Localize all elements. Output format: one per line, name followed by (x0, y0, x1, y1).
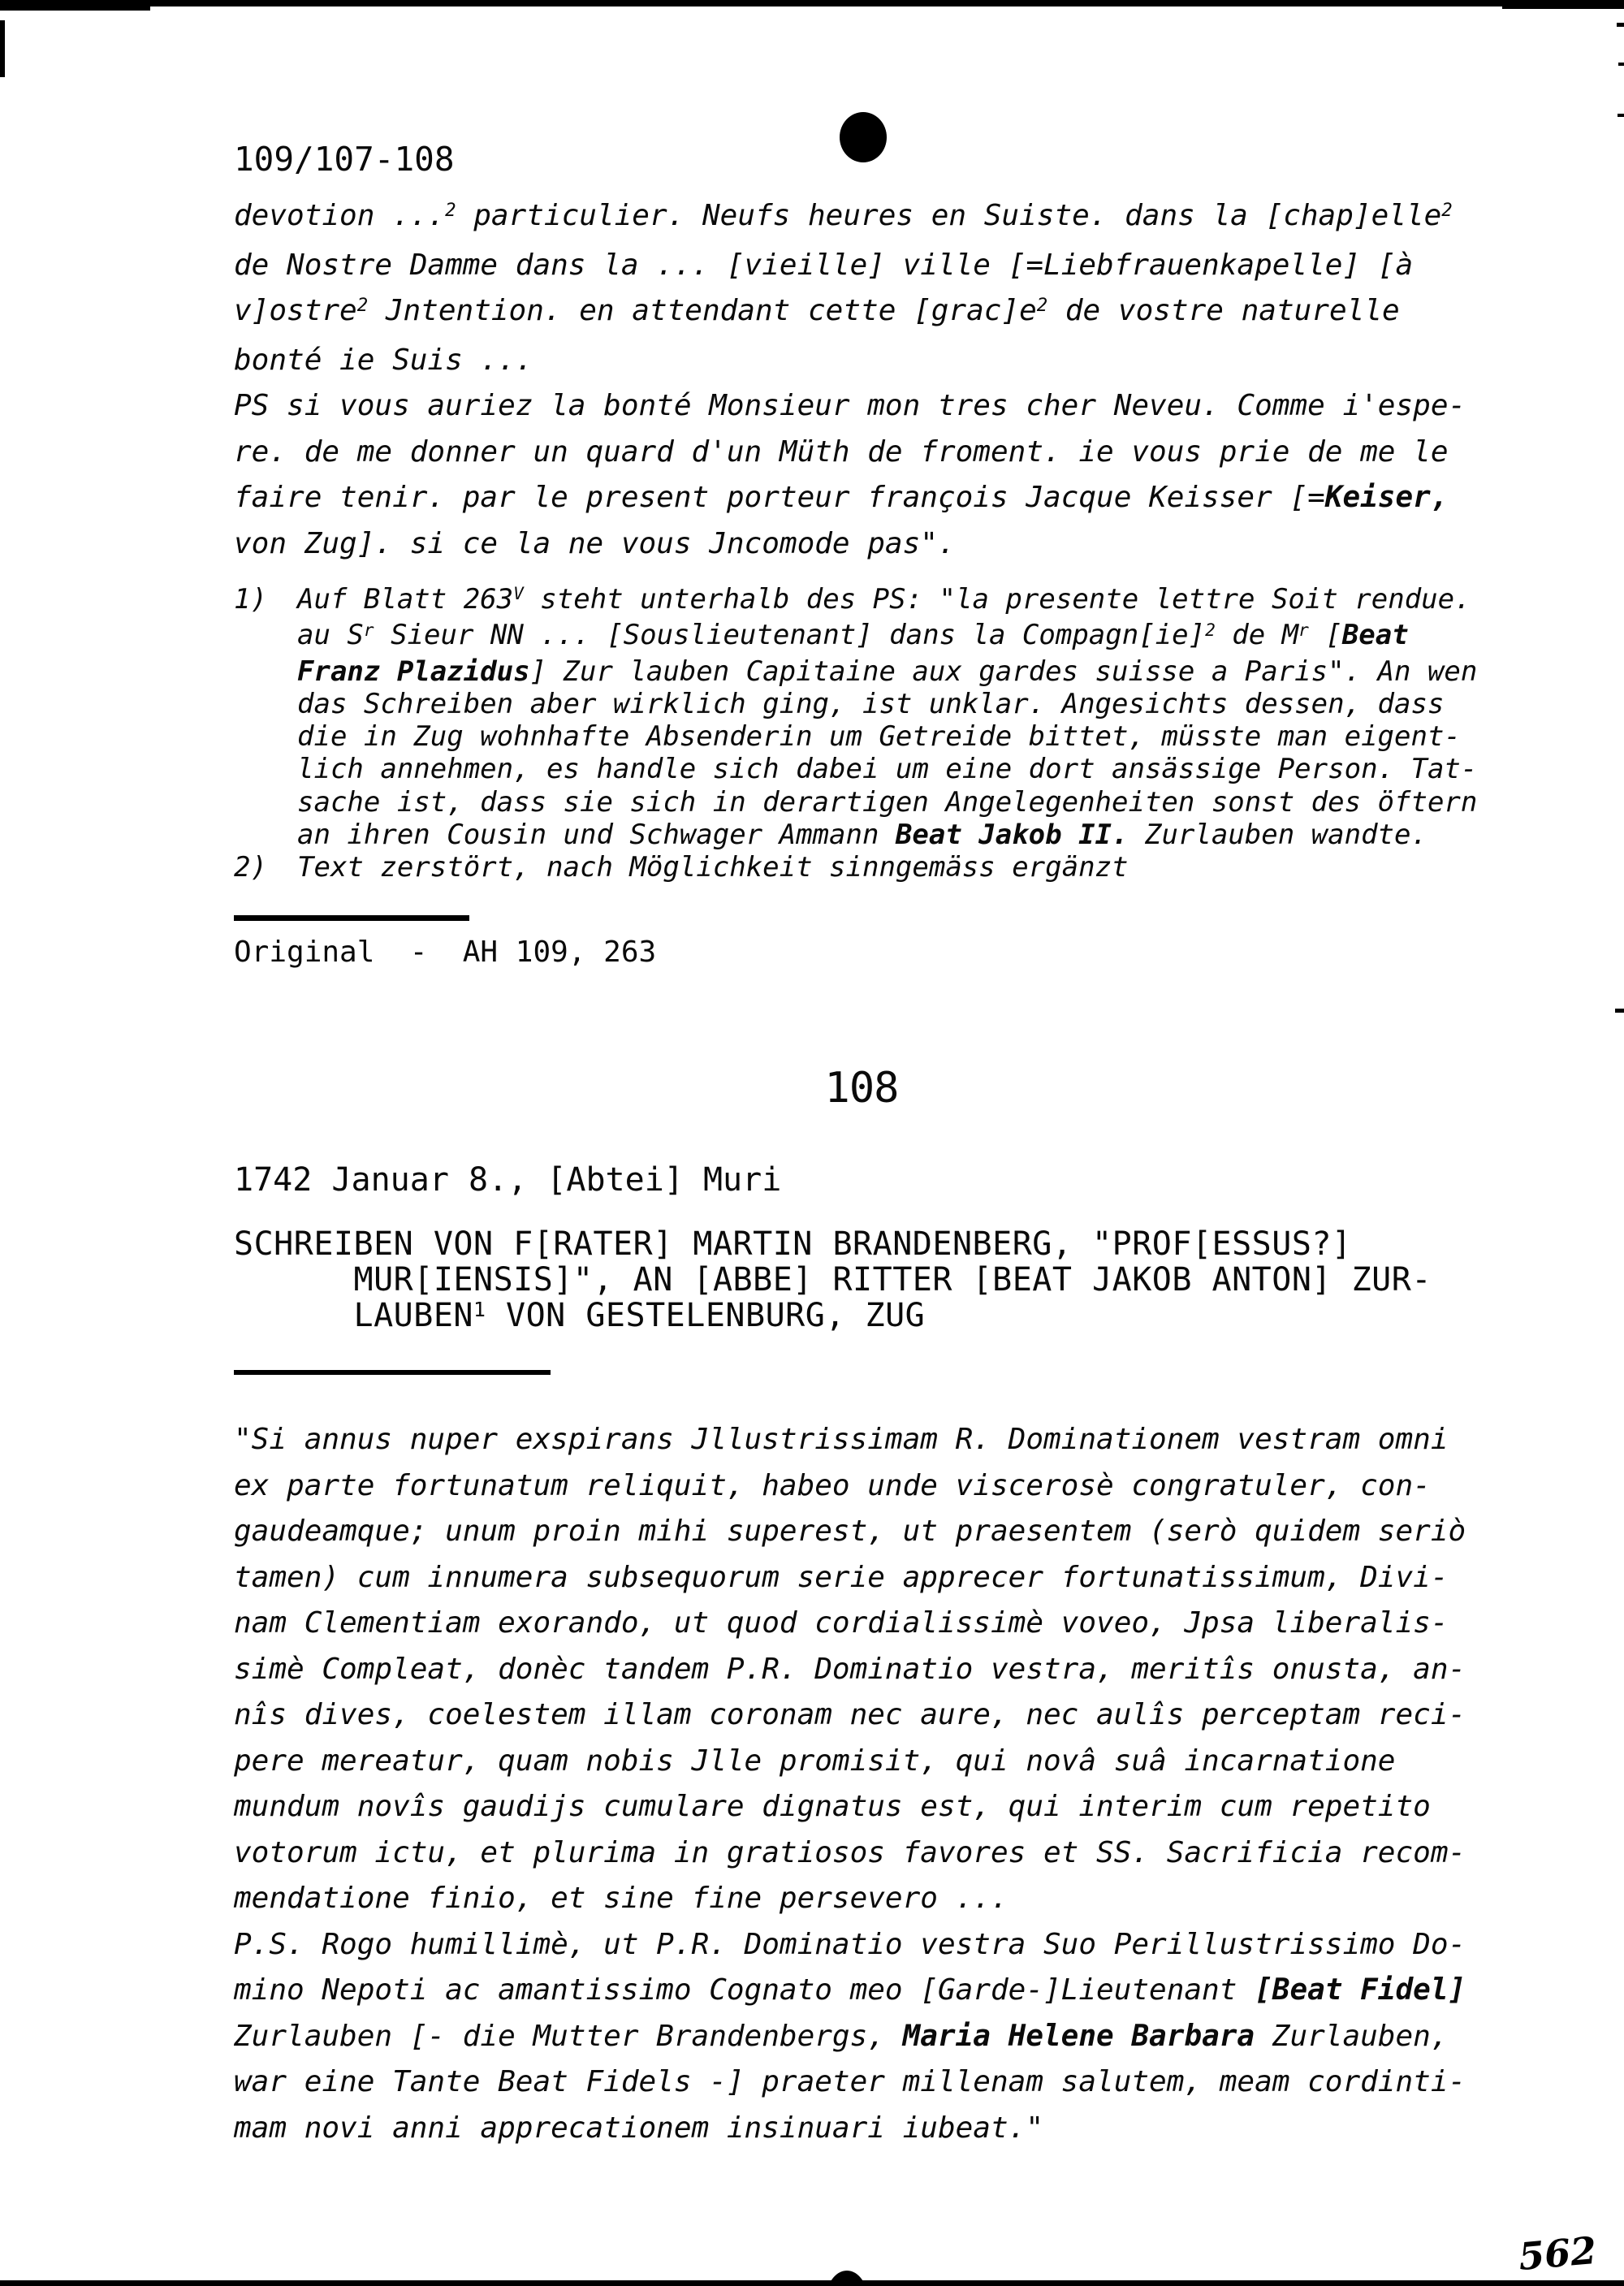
text-line: v]ostre$^2$ Jntention. en attendant cette $[grac]e^2$ de vostre naturelle (234, 294, 1400, 327)
text-line: MUR[IENSIS]", AN [ABBE] RITTER [BEAT JAKOB ANTON] ZUR- (234, 1261, 1432, 1299)
punch-hole-top-icon (840, 112, 887, 162)
footnote (234, 583, 1477, 851)
text-line: re. de me donner un quard d'un Müth de froment. ie vous prie de me le (234, 434, 1449, 469)
french-quote-paragraph (234, 193, 1466, 567)
text-line: ex parte fortunatum reliquit, habeo unde viscerosè congratuler, con- (234, 1468, 1431, 1502)
text-line: mundum novîs gaudijs cumulare dignatus est, qui interim cum repetito (234, 1790, 1431, 1823)
entry-date-line: 1742 Januar 8., [Abtei] Muri (234, 1161, 782, 1199)
separator-rule-top (234, 915, 469, 921)
text-line: simè Compleat, donèc tandem P.R. Dominatio vestra, meritîs onusta, an- (234, 1652, 1466, 1686)
scan-edge-top-left (0, 0, 150, 11)
page-number-header: 109/107-108 (234, 140, 455, 179)
scan-speck (1618, 63, 1624, 66)
text-line: pere mereatur, quam nobis Jlle promisit, qui novâ suâ incarnatione (234, 1744, 1396, 1778)
scan-edge-left-line (0, 20, 5, 77)
latin-quote-paragraph (234, 1417, 1466, 2151)
text-line: faire tenir. par le present porteur françois Jacque Keisser [=Keiser, (234, 481, 1449, 514)
scan-edge-top (0, 0, 1624, 6)
text-line: von Zug]. si ce la ne vous Jncomode pas". (234, 526, 956, 560)
text-line: SCHREIBEN VON F[RATER] MARTIN BRANDENBERG, "PROF[ESSUS?] (234, 1225, 1352, 1263)
entry-number-heading: 108 (824, 1064, 899, 1113)
text-line: votorum ictu, et plurima in gratiosos favores et SS. Sacrificia recom- (234, 1835, 1466, 1869)
text-line: war eine Tante Beat Fidels -] praeter millenam salutem, meam cordinti- (234, 2065, 1466, 2098)
punch-hole-bottom-icon (825, 2271, 869, 2286)
text-line: nam Clementiam exorando, ut quod cordialissimè voveo, Jpsa liberalis- (234, 1606, 1449, 1640)
text-line: gaudeamque; unum proin mihi superest, ut praesentem (serò quidem seriò (234, 1515, 1466, 1548)
source-reference: Original - AH 109, 263 (234, 936, 657, 969)
text-line: PS si vous auriez la bonté Monsieur mon tres cher Neveu. Comme i'espe- (234, 389, 1466, 422)
separator-rule-bottom (234, 1370, 551, 1375)
text-line: bonté ie Suis ... (234, 343, 533, 377)
footnote-marker: 2) (234, 851, 267, 884)
text-line: das Schreiben aber wirklich ging, ist unklar. Angesichts dessen, dass (297, 687, 1445, 720)
text-line: devotion ...$^2$ particulier. Neufs heures en Suiste. dans la [chap]elle$^2$ (234, 199, 1453, 232)
footnote (234, 851, 1477, 884)
footnote-section (234, 583, 1477, 884)
text-line: mam novi anni apprecationem insinuari iubeat." (234, 2111, 1043, 2145)
footnote-text (297, 583, 1477, 851)
text-line: LAUBEN$^1$ VON GESTELENBURG, ZUG (234, 1297, 926, 1334)
text-line: Franz Plazidus] Zur lauben Capitaine aux gardes suisse a Paris". An wen (297, 655, 1478, 688)
text-line: P.S. Rogo humillimè, ut P.R. Dominatio vestra Suo Perillustrissimo Do- (234, 1927, 1466, 1961)
scan-edge-bottom (0, 2280, 1624, 2286)
scan-speck (1617, 23, 1624, 27)
text-line: mendatione finio, et sine fine persevero ... (234, 1882, 1009, 1915)
text-line: Auf Blatt $263^V$ steht unterhalb des PS: "la presente lettre Soit rendue. (297, 583, 1471, 616)
scan-speck (1615, 1009, 1624, 1013)
footnote-text (297, 851, 1477, 884)
text-line: au $S^r$ Sieur NN ... [Souslieutenant] dans la Compagn[ie]$^2$ de $M^r$ [Beat (297, 619, 1409, 652)
text-line: tamen) cum innumera subsequorum serie apprecer fortunatissimum, Divi- (234, 1560, 1449, 1594)
text-line: lich annehmen, es handle sich dabei um eine dort ansässige Person. Tat- (297, 753, 1478, 786)
text-line: Zurlauben [- die Mutter Brandenbergs, Maria Helene Barbara Zurlauben, (234, 2019, 1449, 2053)
text-line: de Nostre Damme dans la ... [vieille] ville [=Liebfrauenkapelle] [à (234, 248, 1414, 282)
footnote-marker: 1) (234, 583, 267, 616)
text-line: Text zerstört, nach Möglichkeit sinngemäss ergänzt (297, 851, 1129, 884)
entry-title (234, 1226, 1432, 1337)
text-line: nîs dives, coelestem illam coronam nec aure, nec aulîs perceptam reci- (234, 1698, 1466, 1731)
text-line: "Si annus nuper exspirans Jllustrissimam R. Dominationem vestram omni (234, 1423, 1449, 1456)
handwritten-page-number: 562 (1516, 2228, 1599, 2280)
text-line: an ihren Cousin und Schwager Ammann Beat Jakob II. Zurlauben wandte. (297, 819, 1427, 852)
text-line: die in Zug wohnhafte Absenderin um Getreide bittet, müsste man eigent- (297, 720, 1461, 754)
scan-speck (1618, 114, 1624, 117)
scan-edge-top-right (1502, 0, 1624, 9)
text-line: sache ist, dass sie sich in derartigen Angelegenheiten sonst des öftern (297, 785, 1478, 819)
text-line: mino Nepoti ac amantissimo Cognato meo [Garde-]Lieutenant [Beat Fidel] (234, 1973, 1466, 2007)
